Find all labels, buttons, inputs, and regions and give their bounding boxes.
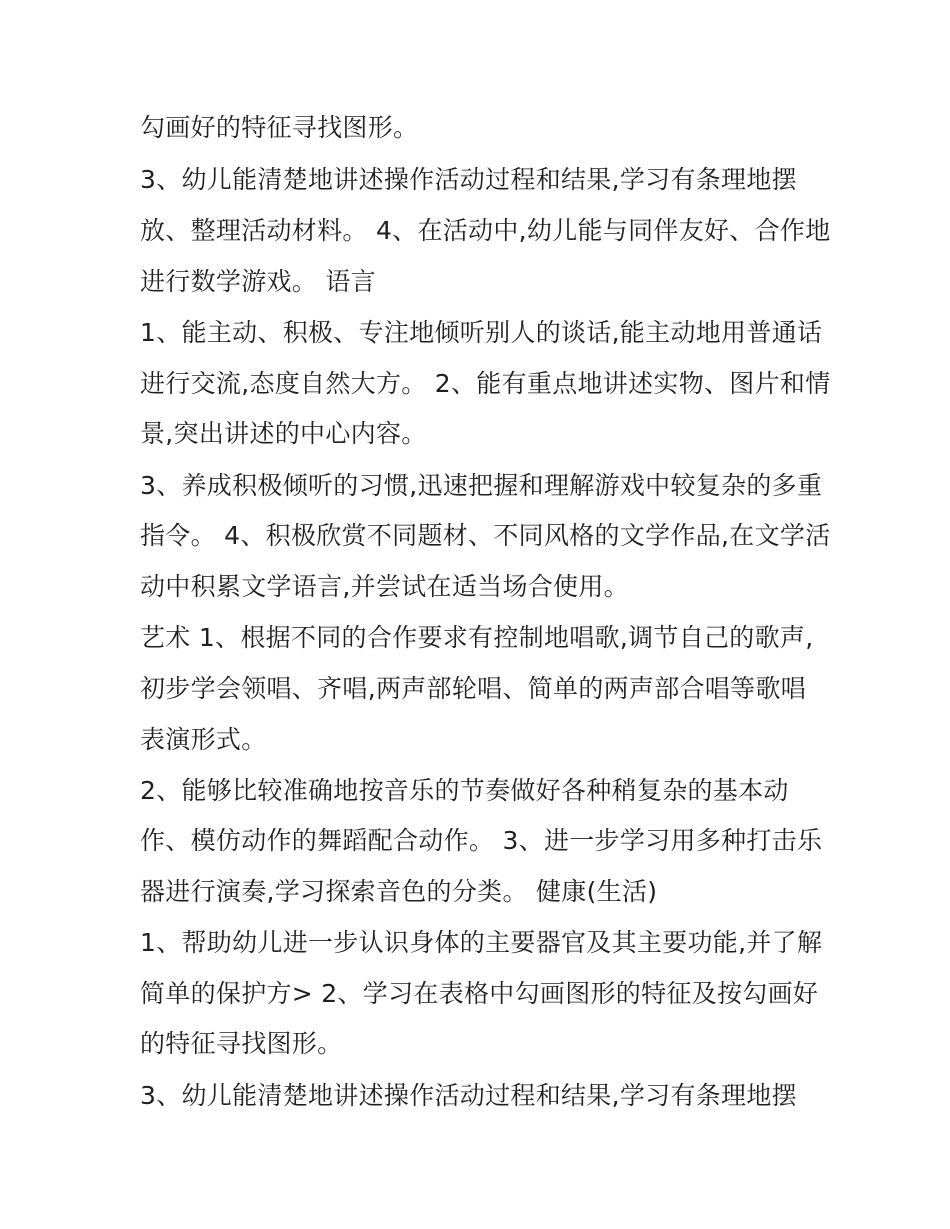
text-line: 3、幼儿能清楚地讲述操作活动过程和结果,学习有条理地摆: [140, 165, 797, 194]
text-line: 的特征寻找图形。: [140, 1029, 343, 1058]
text-line: 作、模仿动作的舞蹈配合动作。 3、进一步学习用多种打击乐: [140, 826, 823, 855]
text-line: 1、能主动、积极、专注地倾听别人的谈话,能主动地用普通话: [140, 318, 823, 347]
text-line: 进行数学游戏。 语言: [140, 267, 376, 296]
text-line: 简单的保护方> 2、学习在表格中勾画图形的特征及按勾画好: [140, 979, 819, 1008]
text-line: 艺术 1、根据不同的合作要求有控制地唱歌,调节自己的歌声,: [140, 623, 814, 652]
text-line: 3、幼儿能清楚地讲述操作活动过程和结果,学习有条理地摆: [140, 1081, 797, 1110]
text-line: 3、养成积极倾听的习惯,迅速把握和理解游戏中较复杂的多重: [140, 471, 823, 500]
text-line: 进行交流,态度自然大方。 2、能有重点地讲述实物、图片和情: [140, 369, 831, 398]
text-line: 动中积累文学语言,并尝试在适当场合使用。: [140, 572, 629, 601]
text-line: 指令。 4、积极欣赏不同题材、不同风格的文学作品,在文学活: [140, 521, 831, 550]
text-line: 景,突出讲述的中心内容。: [140, 419, 427, 448]
text-line: 器进行演奏,学习探索音色的分类。 健康(生活): [140, 877, 658, 906]
text-line: 2、能够比较准确地按音乐的节奏做好各种稍复杂的基本动: [140, 776, 789, 805]
text-line: 1、帮助幼儿进一步认识身体的主要器官及其主要功能,并了解: [140, 928, 823, 957]
text-line: 初步学会领唱、齐唱,两声部轮唱、简单的两声部合唱等歌唱: [140, 674, 807, 703]
text-line: 放、整理活动材料。 4、在活动中,幼儿能与同伴友好、合作地: [140, 216, 831, 245]
text-line: 表演形式。: [140, 725, 267, 754]
text-line: 勾画好的特征寻找图形。: [140, 113, 419, 142]
